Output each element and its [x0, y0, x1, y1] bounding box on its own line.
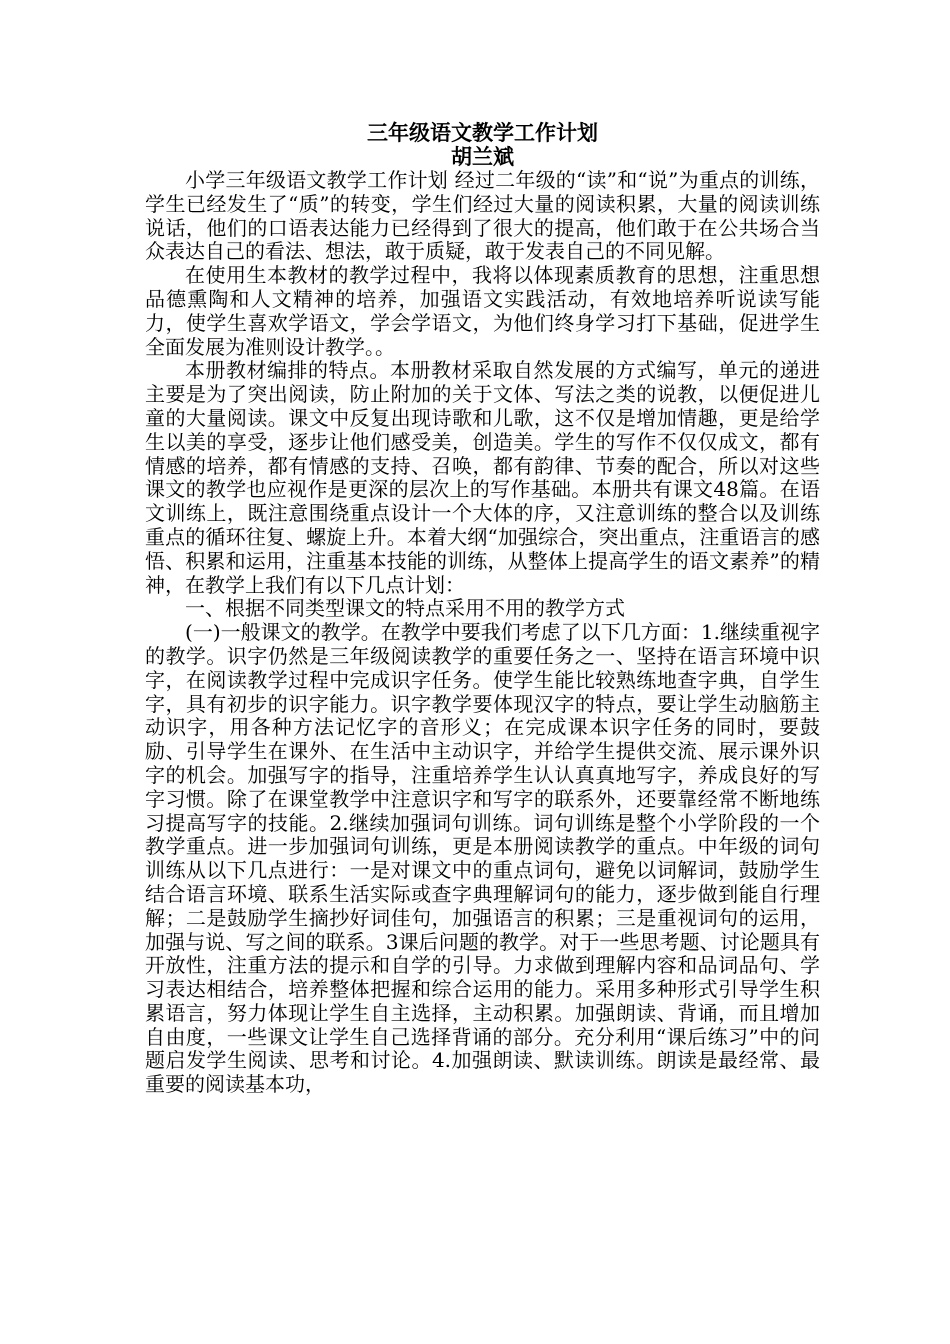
paragraph-general-lessons: (一)一般课文的教学。在教学中要我们考虑了以下几方面：1.继续重视字的教学。识字仍然是三年级阅读教学的重要任务之一、坚持在语言环境中识字，在阅读教学过程中完成识字任务。使学生能比较熟练地查字典，自学生字，具有初步的识字能力。识字教学要体现汉字的特点，要让学生动脑筋主动识字，用各种方法记忆字的音形义；在完成课本识字任务的同时，要鼓励、引导学生在课外、在生活中主动识字，并给学生提供交流、展示课外识字的机会。加强写字的指导，注重培养学生认认真真地写字，养成良好的写字习惯。除了在课堂教学中注意识字和写字的联系外，还要靠经常不断地练习提高写字的技能。2.继续加强词句训练。词句训练是整个小学阶段的一个教学重点。进一步加强词句训练，更是本册阅读教学的重点。中年级的词句训练从以下几点进行：一是对课文中的重点词句，避免以词解词，鼓励学生结合语言环境、联系生活实际或查字典理解词句的能力，逐步做到能自行理解；二是鼓励学生摘抄好词佳句，加强语言的积累；三是重视词句的运用，加强与说、写之间的联系。3课后问题的教学。对于一些思考题、讨论题具有开放性，注重方法的提示和自学的引导。力求做到理解内容和品词品句、学习表达相结合，培养整体把握和综合运用的能力。采用多种形式引导学生积累语言，努力体现让学生自主选择，主动积累。加强朗读、背诵，而且增加自由度，一些课文让学生自己选择背诵的部分。充分利用“课后练习”中的问题启发学生阅读、思考和讨论。4.加强朗读、默读训练。朗读是最经常、最重要的阅读基本功，: [145, 620, 820, 1097]
paragraph-textbook-features: 本册教材编排的特点。本册教材采取自然发展的方式编写，单元的递进主要是为了突出阅读，防止附加的关于文体、写法之类的说教，以便促进儿童的大量阅读。课文中反复出现诗歌和儿歌，这不仅是增加情趣，更是给学生以美的享受，逐步让他们感受美，创造美。学生的写作不仅仅成文，都有情感的培养，都有情感的支持、召唤，都有韵律、节奏的配合，所以对这些课文的教学也应视作是更深的层次上的写作基础。本册共有课文48篇。在语文训练上，既注意围绕重点设计一个大体的序，又注意训练的整合以及训练重点的循环往复、螺旋上升。本着大纲“加强综合，突出重点，注重语言的感悟、积累和运用，注重基本技能的训练，从整体上提高学生的语文素养”的精神，在教学上我们有以下几点计划：: [145, 358, 820, 597]
section-heading-1: 一、根据不同类型课文的特点采用不用的教学方式: [185, 596, 625, 621]
document-title: 三年级语文教学工作计划: [367, 121, 598, 145]
document-author: 胡兰斌: [451, 145, 514, 169]
document-body: [145, 121, 820, 1097]
paragraph-approach: 在使用生本教材的教学过程中，我将以体现素质教育的思想，注重思想品德熏陶和人文精神的培养，加强语文实践活动，有效地培养听说读写能力，使学生喜欢学语文，学会学语文，为他们终身学习打下基础，促进学生全面发展为准则设计教学。。: [145, 263, 820, 359]
paragraph-intro: 小学三年级语文教学工作计划 经过二年级的“读”和“说”为重点的训练，学生已经发生了“质”的转变，学生们经过大量的阅读积累，大量的阅读训练说话，他们的口语表达能力已经得到了很大的提高，他们敢于在公共场合当众表达自己的看法、想法，敢于质疑，敢于发表自己的不同见解。: [145, 168, 820, 264]
